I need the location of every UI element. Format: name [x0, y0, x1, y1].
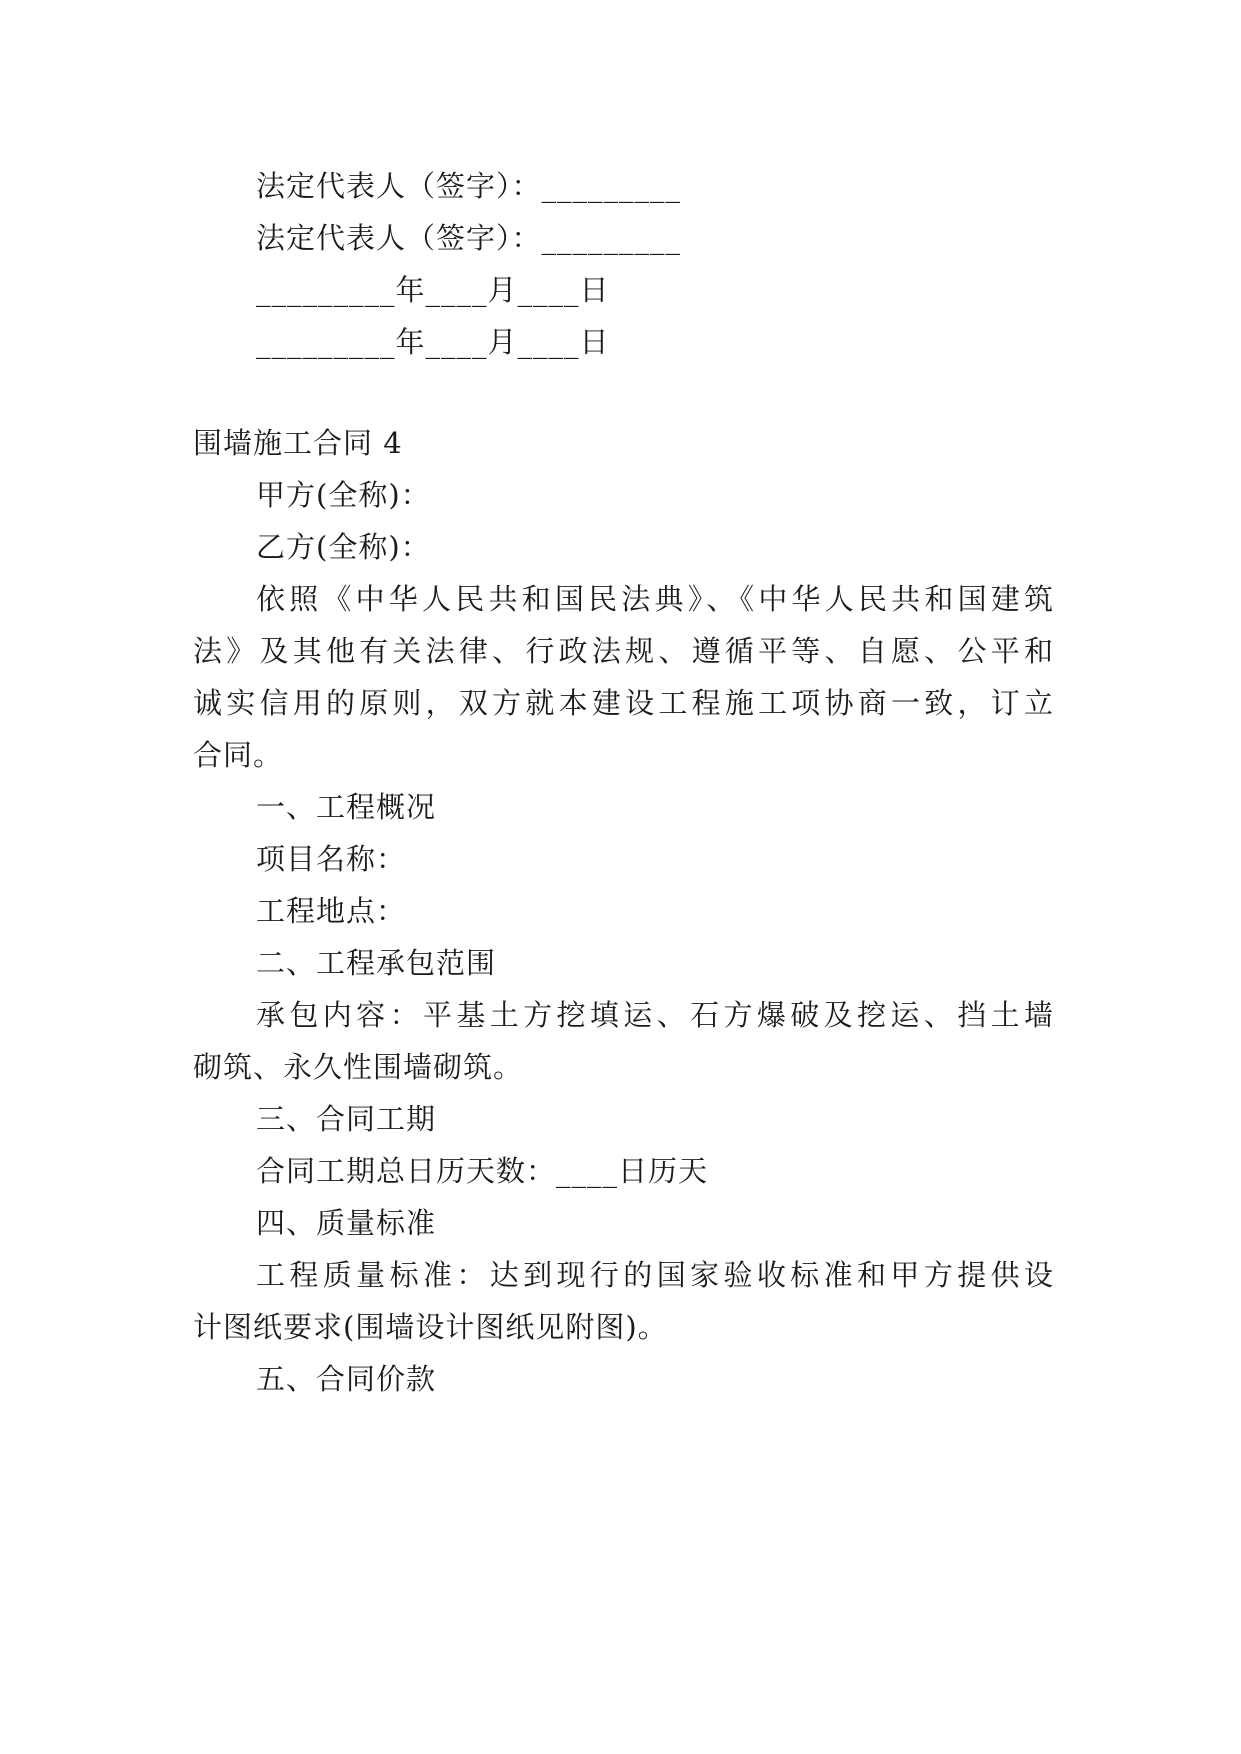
legal-rep-signature-line: 法定代表人（签字）：_________	[256, 169, 682, 203]
section-heading: 一、工程概况	[256, 790, 437, 824]
contract-title: 围墙施工合同 4	[193, 426, 403, 460]
project-name-line: 项目名称：	[256, 842, 407, 876]
scope-paragraph-line: 承包内容：平基土方挖填运、石方爆破及挖运、挡土墙	[256, 998, 1053, 1032]
date-line: _________年____月____日	[256, 325, 610, 359]
section-heading: 四、质量标准	[256, 1206, 437, 1240]
project-location-line: 工程地点：	[256, 894, 407, 928]
intro-paragraph-line: 依照《中华人民共和国民法典》、《中华人民共和国建筑	[256, 582, 1053, 616]
party-b-line: 乙方(全称)：	[256, 530, 431, 564]
quality-paragraph-line: 工程质量标准：达到现行的国家验收标准和甲方提供设	[256, 1258, 1053, 1292]
party-a-line: 甲方(全称)：	[256, 478, 431, 512]
duration-line: 合同工期总日历天数：____日历天	[256, 1154, 709, 1188]
legal-rep-signature-line: 法定代表人（签字）：_________	[256, 221, 682, 255]
scope-paragraph-line: 砌筑、永久性围墙砌筑。	[193, 1050, 524, 1084]
section-heading: 五、合同价款	[256, 1362, 437, 1396]
intro-paragraph-line: 法》及其他有关法律、行政法规、遵循平等、自愿、公平和	[193, 634, 1053, 668]
section-heading: 三、合同工期	[256, 1102, 437, 1136]
date-line: _________年____月____日	[256, 273, 610, 307]
quality-paragraph-line: 计图纸要求(围墙设计图纸见附图)。	[193, 1310, 668, 1344]
intro-paragraph-line: 合同。	[193, 738, 284, 772]
section-heading: 二、工程承包范围	[256, 946, 497, 980]
intro-paragraph-line: 诚实信用的原则，双方就本建设工程施工项协商一致，订立	[193, 686, 1053, 720]
